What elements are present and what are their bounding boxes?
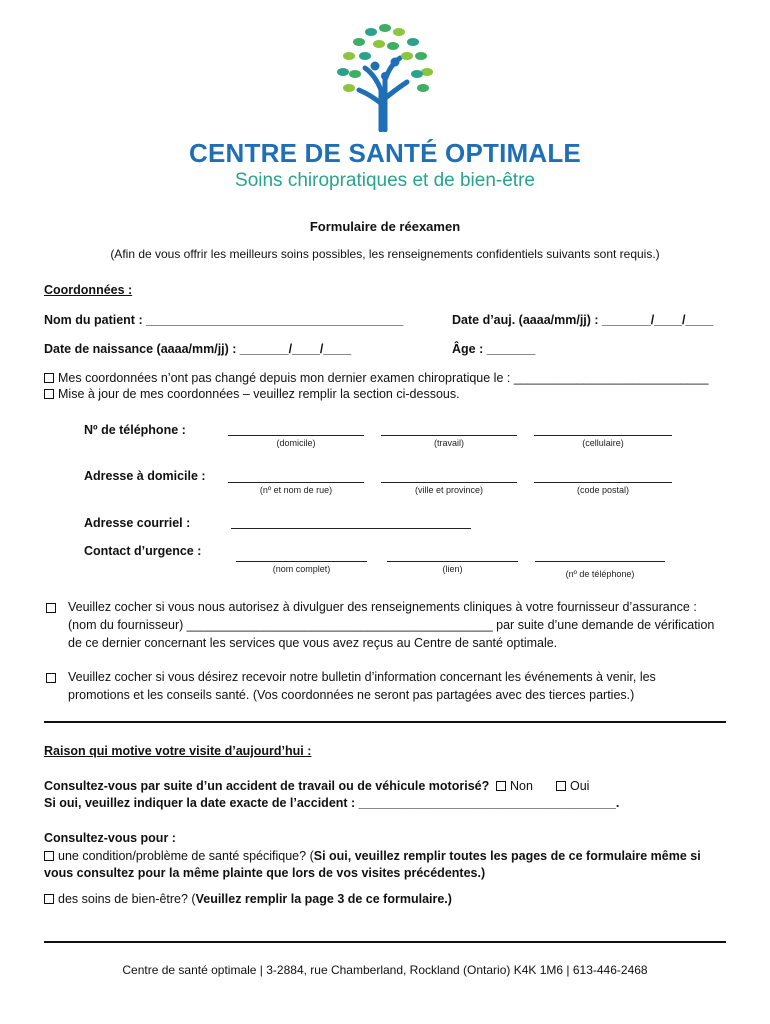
non-label: Non	[510, 779, 533, 793]
no-change-label: Mes coordonnées n’ont pas changé depuis mon dernier examen chiropratique le : ____________________________	[58, 371, 709, 385]
phone-work-line[interactable]	[381, 435, 517, 436]
insurance-line-3: de ce dernier concernant les services que vous avez reçus au Centre de santé optimale.	[68, 636, 558, 650]
accident-date-field[interactable]: Si oui, veuillez indiquer la date exacte de l’accident : _____________________________________.	[44, 796, 620, 810]
phone-work-caption: (travail)	[433, 438, 464, 448]
phone-cell-line[interactable]	[534, 435, 672, 436]
accident-oui-option[interactable]	[556, 779, 589, 793]
newsletter-line-2: promotions et les conseils santé. (Vos coordonnées ne seront pas partagées avec des tierces parties.)	[68, 688, 635, 702]
coordinates-heading: Coordonnées :	[44, 283, 133, 297]
checkbox-icon[interactable]	[44, 389, 54, 399]
checkbox-icon[interactable]	[556, 781, 566, 791]
condition-text: une condition/problème de santé spécifique? (	[58, 849, 314, 863]
emergency-label: Contact d’urgence :	[84, 544, 202, 558]
wellness-instruction: Veuillez remplir la page 3 de ce formulaire.)	[195, 892, 452, 906]
form-title: Formulaire de réexamen	[309, 219, 461, 234]
brand-tagline: Soins chiropratiques et de bien-être	[235, 170, 535, 191]
condition-instruction-cont: vous consultez pour la même plainte que lors de vos visites précédentes.)	[44, 866, 486, 880]
address-city-line[interactable]	[381, 482, 517, 483]
visit-heading: Raison qui motive votre visite d’aujourd’hui :	[44, 744, 312, 758]
tree-logo	[335, 20, 435, 132]
phone-label: Nº de téléphone :	[84, 423, 186, 437]
accident-non-option[interactable]	[496, 779, 533, 793]
wellness-option[interactable]	[44, 892, 452, 906]
emergency-relation-caption: (lien)	[442, 564, 463, 574]
checkbox-icon[interactable]	[44, 894, 54, 904]
emergency-relation-line[interactable]	[387, 561, 518, 562]
emergency-phone-caption: (nº de téléphone)	[565, 569, 635, 579]
condition-instruction: Si oui, veuillez remplir toutes les pages de ce formulaire même si	[313, 849, 701, 863]
update-checkbox-row[interactable]	[44, 387, 460, 401]
emergency-phone-line[interactable]	[535, 561, 665, 562]
phone-home-caption: (domicile)	[276, 438, 316, 448]
consult-for-label: Consultez-vous pour :	[44, 831, 176, 845]
section-divider	[44, 721, 726, 723]
address-postal-line[interactable]	[534, 482, 672, 483]
condition-option[interactable]	[44, 849, 701, 863]
form-intro: (Afin de vous offrir les meilleurs soins possibles, les renseignements confidentiels suivants sont requis.)	[110, 247, 660, 261]
address-street-caption: (nº et nom de rue)	[259, 485, 333, 495]
birth-date-field[interactable]: Date de naissance (aaaa/mm/jj) : _______/____/____	[44, 342, 352, 356]
insurance-checkbox[interactable]	[46, 603, 56, 613]
checkbox-icon[interactable]	[496, 781, 506, 791]
footer-divider	[44, 941, 726, 943]
phone-home-line[interactable]	[228, 435, 364, 436]
email-line[interactable]	[231, 528, 471, 529]
phone-cell-caption: (cellulaire)	[582, 438, 624, 448]
insurance-line-2: (nom du fournisseur) ____________________________________________ par suite d’une demande de vérification	[68, 618, 715, 632]
address-label: Adresse à domicile :	[84, 469, 206, 483]
today-date-field[interactable]: Date d’auj. (aaaa/mm/jj) : _______/____/____	[452, 313, 714, 327]
brand-name: CENTRE DE SANTÉ OPTIMALE	[189, 138, 581, 168]
wellness-text: des soins de bien-être? (	[58, 892, 196, 906]
address-postal-caption: (code postal)	[576, 485, 630, 495]
oui-label: Oui	[570, 779, 590, 793]
accident-question: Consultez-vous par suite d’un accident de travail ou de véhicule motorisé?	[44, 779, 490, 793]
address-street-line[interactable]	[228, 482, 364, 483]
email-label: Adresse courriel :	[84, 516, 191, 530]
address-city-caption: (ville et province)	[414, 485, 484, 495]
age-field[interactable]: Âge : _______	[452, 342, 536, 356]
emergency-name-line[interactable]	[236, 561, 367, 562]
newsletter-checkbox[interactable]	[46, 673, 56, 683]
patient-name-field[interactable]: Nom du patient : _____________________________________	[44, 313, 404, 327]
checkbox-icon[interactable]	[44, 851, 54, 861]
insurance-line-1: Veuillez cocher si vous nous autorisez à divulguer des renseignements cliniques à votre fournisseur d’assurance :	[68, 600, 697, 614]
footer-address: Centre de santé optimale | 3-2884, rue Chamberland, Rockland (Ontario) K4K 1M6 | 613-446-2468	[122, 963, 648, 977]
update-label: Mise à jour de mes coordonnées – veuillez remplir la section ci-dessous.	[58, 387, 460, 401]
emergency-name-caption: (nom complet)	[272, 564, 331, 574]
newsletter-line-1: Veuillez cocher si vous désirez recevoir notre bulletin d’information concernant les événements à venir, les	[68, 670, 656, 684]
checkbox-icon[interactable]	[44, 373, 54, 383]
no-change-checkbox-row[interactable]	[44, 371, 709, 385]
